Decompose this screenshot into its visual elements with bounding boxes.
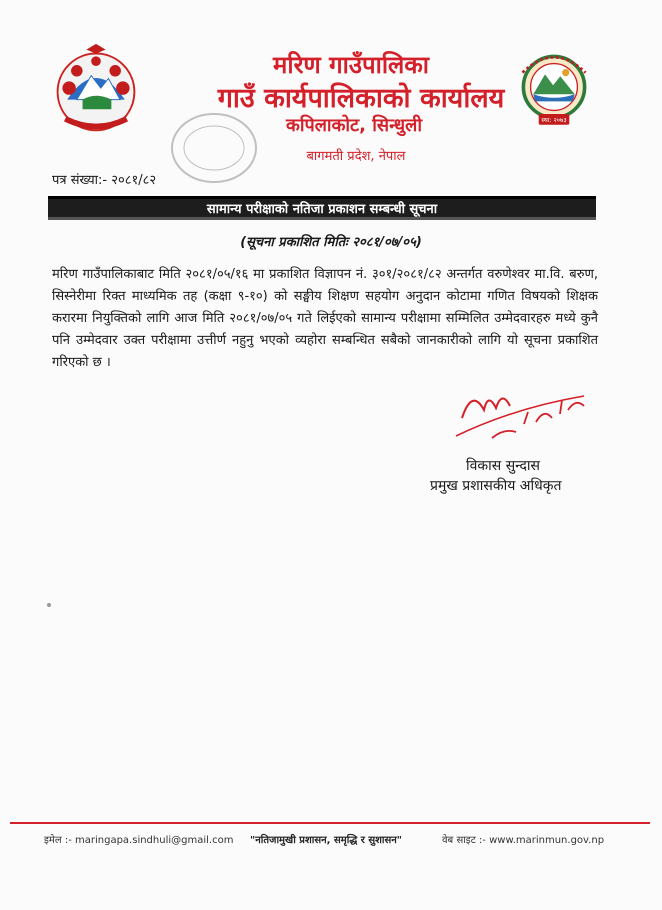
notice-title-bar: [48, 196, 596, 220]
notice-title: सामान्य परीक्षाको नतिजा प्रकाशन सम्बन्धी सूचना: [206, 202, 438, 217]
office-province: बागमती प्रदेश, नेपाल: [306, 149, 406, 164]
footer-divider: [10, 822, 650, 824]
office-place: कपिलाकोट, सिन्धुली: [286, 115, 422, 136]
footer-slogan: "नतिजामुखी प्रशासन, समृद्धि र सुशासन": [250, 835, 403, 846]
signer-title: प्रमुख प्रशासकीय अधिकृत: [430, 478, 562, 494]
office-name: मरिण गाउँपालिका: [273, 51, 429, 79]
notice-body: मरिण गाउँपालिकाबाट मिति २०८१/०५/१६ मा प्रकाशित विज्ञापन नं. ३०१/२०८१/८२ अन्तर्गत वरुणेश्वर मा.वि. बरुण, सिस्नेरीमा रिक्त माध्यमिक तह (कक्षा ९-१०) को सङ्घीय शिक्षण सहयोग अनुदान कोटामा गणित विषयको शिक्षक करारमा नियुक्तिको लागि आज मिति २०८१/०७/०५ गते लिईएको सामान्य परीक्षामा सम्मिलित उम्मेदवारहरु मध्ये कुनै पनि उम्मेदवार उक्त परीक्षामा उत्तीर्ण नहुनु भएको व्यहोरा सम्बन्धित सबैको जानकारीको लागि यो सूचना प्रकाशित गरिएको छ ।: [52, 267, 598, 370]
footer-website: वेब साइट :- www.marinmun.gov.np: [442, 835, 605, 846]
reference-number: [52, 170, 156, 188]
handwritten-signature: [444, 378, 594, 448]
reference-label: पत्र संख्या:-: [52, 173, 108, 188]
published-date: (सूचना प्रकाशित मितिः २०८१/०७/०५): [240, 235, 422, 250]
paper-speck: [47, 603, 51, 607]
signer-name: विकास सुन्दास: [466, 458, 541, 474]
logo-year-label: स्था: २०७३: [541, 117, 567, 125]
office-subtitle: गाउँ कार्यपालिकाको कार्यालय: [217, 83, 505, 114]
office-stamp-icon: [168, 108, 260, 188]
municipality-logo-icon: [512, 42, 596, 132]
footer-email: इमेल :- maringapa.sindhuli@gmail.com: [44, 835, 234, 846]
reference-value: २०८१/८२: [111, 173, 157, 188]
